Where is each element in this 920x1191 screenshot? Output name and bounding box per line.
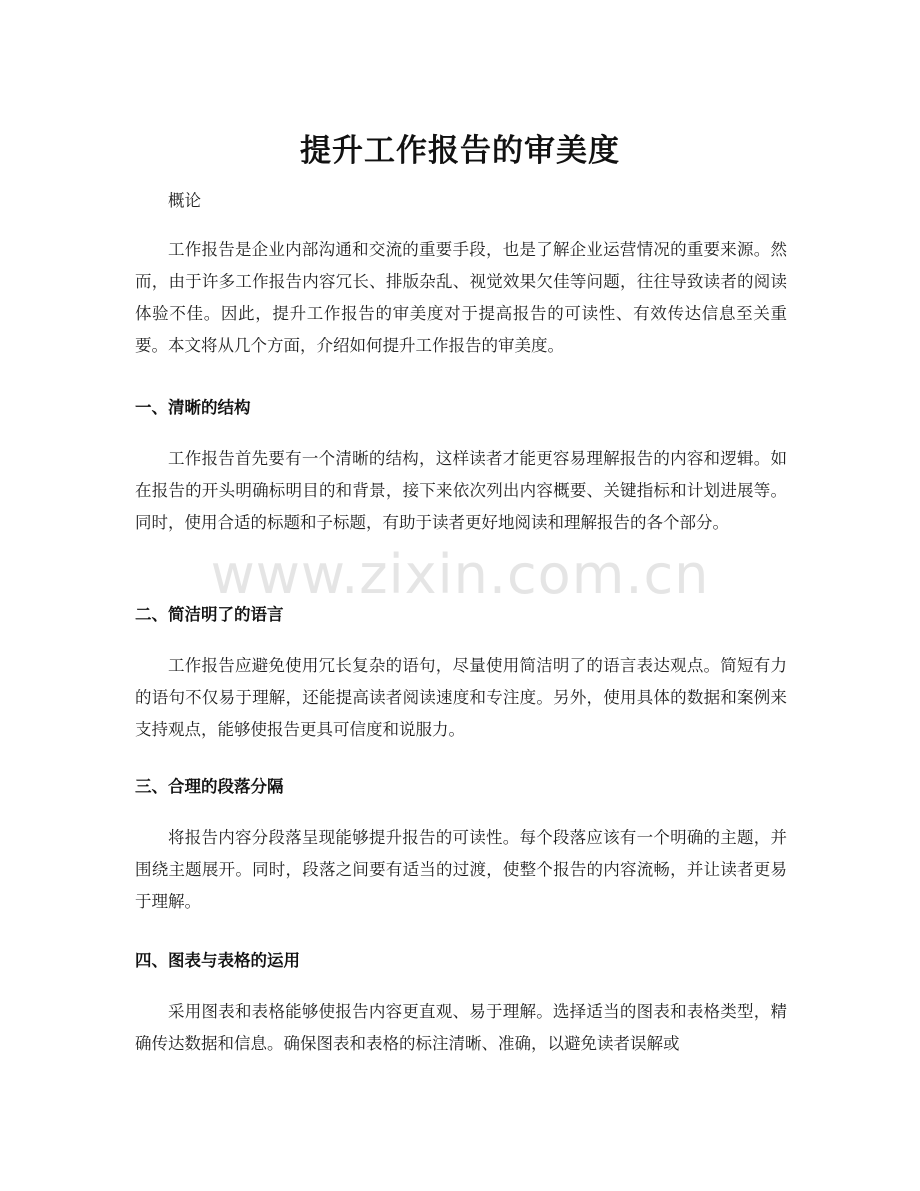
section-heading-structure: 一、清晰的结构 <box>135 398 251 417</box>
section-body-paragraphs: 将报告内容分段落呈现能够提升报告的可读性。每个段落应该有一个明确的主题，并围绕主题展开。同时，段落之间要有适当的过渡，使整个报告的内容流畅，并让读者更易于理解。 <box>135 828 787 911</box>
section-body-charts: 采用图表和表格能够使报告内容更直观、易于理解。选择适当的图表和表格类型，精确传达数据和信息。确保图表和表格的标注清晰、准确，以避免读者误解或 <box>135 1002 787 1053</box>
section-heading-charts: 四、图表与表格的运用 <box>135 951 300 970</box>
document-title: 提升工作报告的审美度 <box>300 132 620 169</box>
section-heading-language: 二、简洁明了的语言 <box>135 605 284 624</box>
section-heading-paragraphs: 三、合理的段落分隔 <box>135 777 284 796</box>
section-body-language: 工作报告应避免使用冗长复杂的语句，尽量使用简洁明了的语言表达观点。简短有力的语句不仅易于理解，还能提高读者阅读速度和专注度。另外，使用具体的数据和案例来支持观点，能够使报告更具可信度和说服力。 <box>135 656 787 739</box>
watermark: www.zixin.com.cn <box>210 543 710 606</box>
intro-label: 概论 <box>168 191 201 210</box>
intro-paragraph: 工作报告是企业内部沟通和交流的重要手段，也是了解企业运营情况的重要来源。然而，由于许多工作报告内容冗长、排版杂乱、视觉效果欠佳等问题，往往导致读者的阅读体验不佳。因此，提升工作报告的审美度对于提高报告的可读性、有效传达信息至关重要。本文将从几个方面，介绍如何提升工作报告的审美度。 <box>135 240 787 355</box>
section-body-structure: 工作报告首先要有一个清晰的结构，这样读者才能更容易理解报告的内容和逻辑。如在报告的开头明确标明目的和背景，接下来依次列出内容概要、关键指标和计划进展等。同时，使用合适的标题和子标题，有助于读者更好地阅读和理解报告的各个部分。 <box>135 449 787 532</box>
